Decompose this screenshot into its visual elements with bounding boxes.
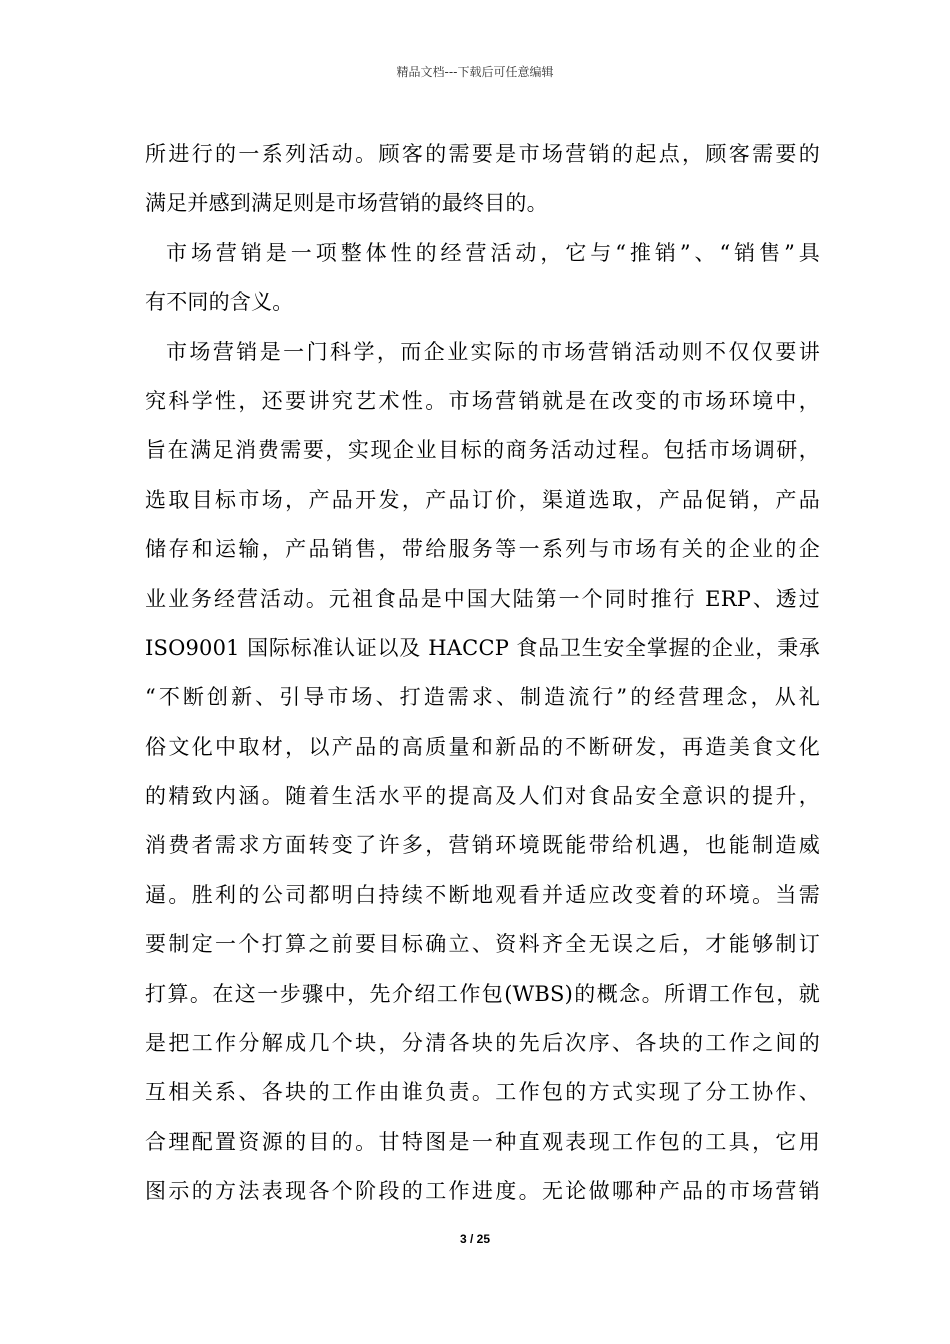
text-line: 所进行的一系列活动。顾客的需要是市场营销的起点，顾客需要的	[145, 142, 820, 166]
paragraph-first-line: 市场营销是一门科学，而企业实际的市场营销活动则不仅仅要讲	[166, 339, 820, 364]
text-line: “不断创新、引导市场、打造需求、制造流行”的经营理念，从礼	[145, 685, 820, 710]
text-line: 有不同的含义。	[145, 290, 294, 315]
page-header: 精品文档---下载后可任意编辑	[396, 65, 554, 79]
text-line: 储存和运输，产品销售，带给服务等一系列与市场有关的企业的企	[145, 537, 820, 562]
text-line: 消费者需求方面转变了许多，营销环境既能带给机遇，也能制造威	[145, 833, 820, 858]
text-line: 业业务经营活动。元祖食品是中国大陆第一个同时推行 ERP、透过	[145, 586, 820, 611]
paragraph-first-line: 市场营销是一项整体性的经营活动，它与“推销”、“销售”具	[166, 240, 820, 265]
text-line: 互相关系、各块的工作由谁负责。工作包的方式实现了分工协作、	[145, 1080, 820, 1105]
text-line: 满足并感到满足则是市场营销的最终目的。	[145, 191, 548, 216]
text-line: 逼。胜利的公司都明白持续不断地观看并适应改变着的环境。当需	[145, 882, 820, 907]
text-line: 的精致内涵。随着生活水平的提高及人们对食品安全意识的提升，	[145, 784, 820, 809]
page-number: 3 / 25	[459, 1232, 491, 1246]
document-body	[145, 130, 820, 1217]
text-line: 合理配置资源的目的。甘特图是一种直观表现工作包的工具，它用	[145, 1129, 820, 1154]
text-line: 要制定一个打算之前要目标确立、资料齐全无误之后，才能够制订	[145, 932, 820, 957]
text-line: 图示的方法表现各个阶段的工作进度。无论做哪种产品的市场营销	[145, 1179, 820, 1204]
text-line: 究科学性，还要讲究艺术性。市场营销就是在改变的市场环境中，	[145, 388, 820, 413]
text-line: ISO9001 国际标准认证以及 HACCP 食品卫生安全掌握的企业，秉承	[145, 635, 820, 660]
text-line: 旨在满足消费需要，实现企业目标的商务活动过程。包括市场调研，	[145, 438, 820, 463]
text-line: 俗文化中取材，以产品的高质量和新品的不断研发，再造美食文化	[145, 734, 820, 759]
text-line: 打算。在这一步骤中，先介绍工作包(WBS)的概念。所谓工作包，就	[145, 981, 820, 1006]
text-line: 是把工作分解成几个块，分清各块的先后次序、各块的工作之间的	[145, 1031, 820, 1056]
text-line: 选取目标市场，产品开发，产品订价，渠道选取，产品促销，产品	[145, 487, 820, 512]
